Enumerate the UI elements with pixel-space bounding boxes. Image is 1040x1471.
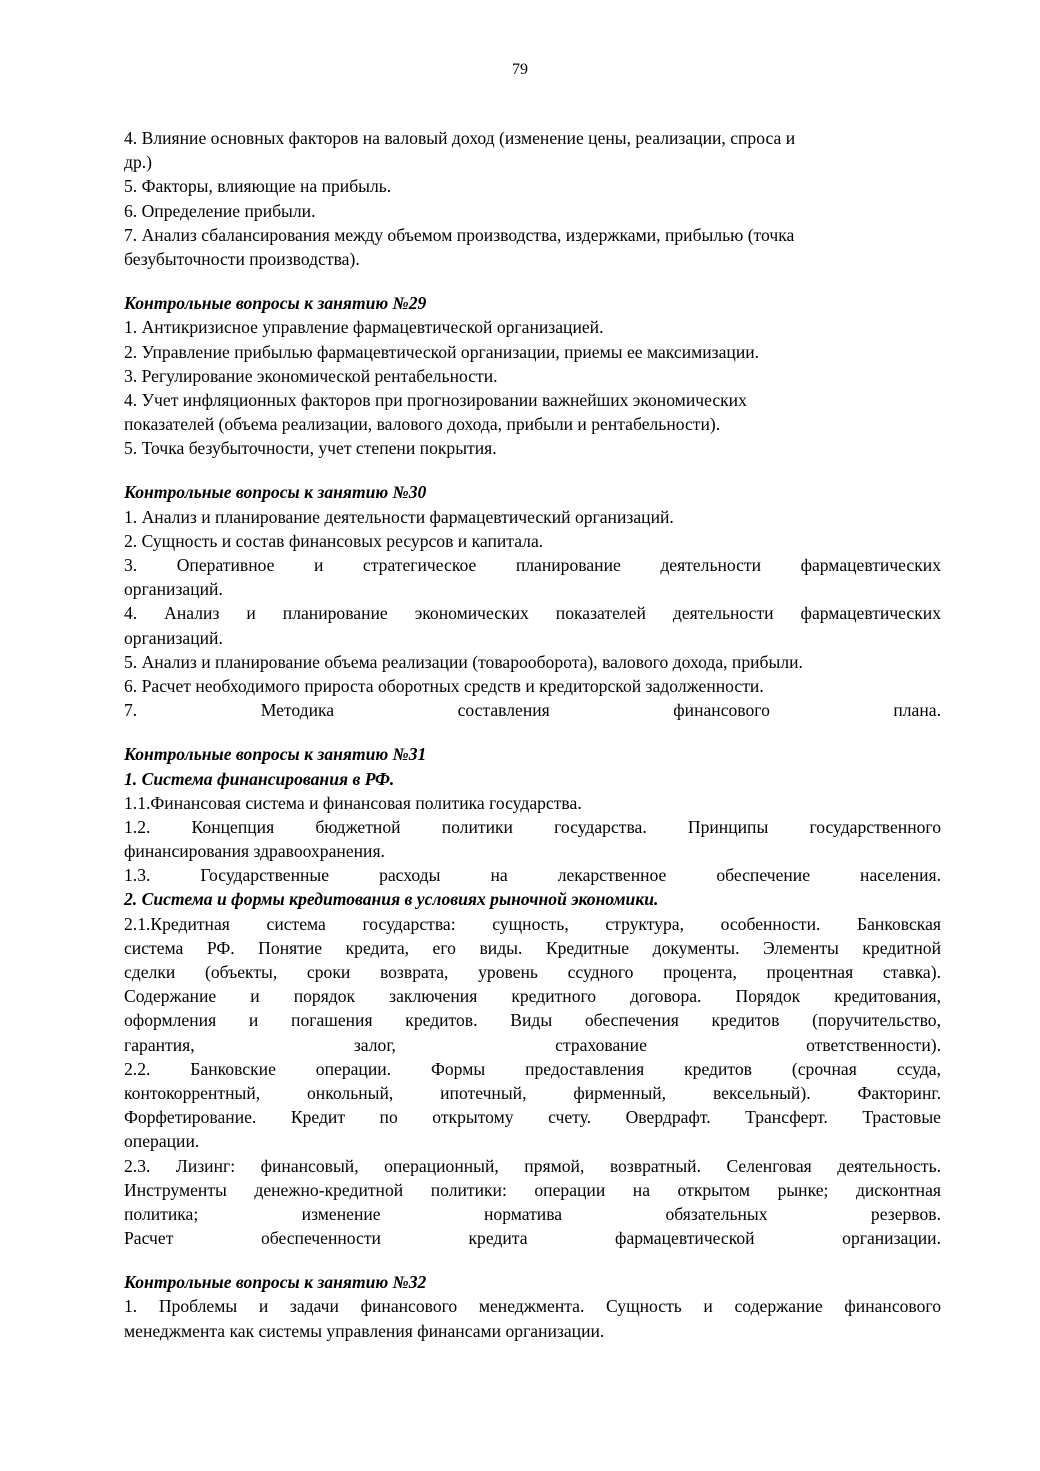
s31-subheading-2: 2. Система и формы кредитования в условиях рыночной экономики. <box>124 889 659 910</box>
s30-item-2: 2. Сущность и состав финансовых ресурсов и капитала. <box>124 530 544 551</box>
intro-item-4-line-2: др.) <box>124 152 153 173</box>
section-29-heading: Контрольные вопросы к занятию №29 <box>124 293 427 314</box>
section-31 <box>124 742 941 1250</box>
section-32-heading: Контрольные вопросы к занятию №32 <box>124 1272 427 1293</box>
s30-item-3-line-2: организаций. <box>124 579 223 600</box>
s31-item-2-2-line-3: Форфетирование. Кредит по открытому счету. Овердрафт. Трансферт. Трастовые <box>124 1107 941 1128</box>
s32-item-1-line-1: 1. Проблемы и задачи финансового менеджмента. Сущность и содержание финансового <box>124 1296 941 1317</box>
section-29 <box>124 291 941 460</box>
s31-item-2-3-line-4: Расчет обеспеченности кредита фармацевтической организации. <box>124 1228 941 1249</box>
s30-item-3-line-1: 3. Оперативное и стратегическое планирование деятельности фармацевтических <box>124 555 941 575</box>
s31-item-1-3: 1.3. Государственные расходы на лекарственное обеспечение населения. <box>124 865 941 886</box>
s29-item-4-line-1: 4. Учет инфляционных факторов при прогнозировании важнейших экономических <box>124 389 747 410</box>
section-32 <box>124 1270 941 1343</box>
s31-item-1-2-line-1: 1.2. Концепция бюджетной политики государства. Принципы государственного <box>124 816 941 837</box>
s30-item-5: 5. Анализ и планирование объема реализации (товарооборота), валового дохода, прибыли. <box>124 651 803 672</box>
s31-subheading-1: 1. Система финансирования в РФ. <box>124 768 395 789</box>
s30-item-7: 7. Методика составления финансового плана. <box>124 700 941 721</box>
s31-item-2-1-line-6: гарантия, залог, страхование ответственности). <box>124 1034 941 1055</box>
section-30 <box>124 480 941 722</box>
s29-item-5: 5. Точка безубыточности, учет степени покрытия. <box>124 438 497 459</box>
intro-item-4-line-1: 4. Влияние основных факторов на валовый доход (изменение цены, реализации, спроса и <box>124 128 796 148</box>
s30-item-4-line-1: 4. Анализ и планирование экономических показателей деятельности фармацевтических <box>124 603 941 624</box>
s29-item-4-line-2: показателей (объема реализации, валового дохода, прибыли и рентабельности). <box>124 414 721 435</box>
s30-item-1: 1. Анализ и планирование деятельности фармацевтический организаций. <box>124 506 674 527</box>
s29-item-1: 1. Антикризисное управление фармацевтической организацией. <box>124 317 604 338</box>
s31-item-2-1-line-1: 2.1.Кредитная система государства: сущность, структура, особенности. Банковская <box>124 913 941 934</box>
intro-item-7-line-1: 7. Анализ сбалансирования между объемом производства, издержками, прибылью (точка <box>124 224 795 245</box>
s29-item-2: 2. Управление прибылью фармацевтической организации, приемы ее максимизации. <box>124 341 760 362</box>
s29-item-3: 3. Регулирование экономической рентабельности. <box>124 365 498 386</box>
s31-item-2-2-line-2: контокоррентный, онкольный, ипотечный, фирменный, вексельный). Факторинг. <box>124 1082 941 1103</box>
intro-item-7-line-2: безубыточности производства). <box>124 248 360 269</box>
s31-item-2-2-line-1: 2.2. Банковские операции. Формы предоставления кредитов (срочная ссуда, <box>124 1058 941 1079</box>
s31-item-2-1-line-5: оформления и погашения кредитов. Виды обеспечения кредитов (поручительство, <box>124 1010 941 1031</box>
s30-item-6: 6. Расчет необходимого прироста оборотных средств и кредиторской задолженности. <box>124 675 764 696</box>
s31-item-2-2-line-4: операции. <box>124 1131 200 1152</box>
s31-item-2-1-line-4: Содержание и порядок заключения кредитного договора. Порядок кредитования, <box>124 986 941 1007</box>
s31-item-2-3-line-1: 2.3. Лизинг: финансовый, операционный, прямой, возвратный. Селенговая деятельность. <box>124 1155 941 1176</box>
s31-item-1-2-line-2: финансирования здравоохранения. <box>124 841 385 862</box>
intro-item-6: 6. Определение прибыли. <box>124 200 316 221</box>
page-number: 79 <box>512 61 528 78</box>
s31-item-2-1-line-2: система РФ. Понятие кредита, его виды. Кредитные документы. Элементы кредитной <box>124 937 941 958</box>
s31-item-2-1-line-3: сделки (объекты, сроки возврата, уровень ссудного процента, процентная ставка). <box>124 962 941 982</box>
intro-item-5: 5. Факторы, влияющие на прибыль. <box>124 176 392 197</box>
section-30-heading: Контрольные вопросы к занятию №30 <box>124 482 427 503</box>
s31-item-1-1: 1.1.Финансовая система и финансовая политика государства. <box>124 792 582 813</box>
s31-item-2-3-line-3: политика; изменение норматива обязательных резервов. <box>124 1203 941 1224</box>
s30-item-4-line-2: организаций. <box>124 627 223 648</box>
section-31-heading: Контрольные вопросы к занятию №31 <box>124 744 427 765</box>
s32-item-1-line-2: менеджмента как системы управления финансами организации. <box>124 1320 605 1341</box>
intro-list <box>124 126 941 271</box>
s31-item-2-3-line-2: Инструменты денежно-кредитной политики: операции на открытом рынке; дисконтная <box>124 1179 941 1200</box>
page-content <box>124 126 941 1343</box>
